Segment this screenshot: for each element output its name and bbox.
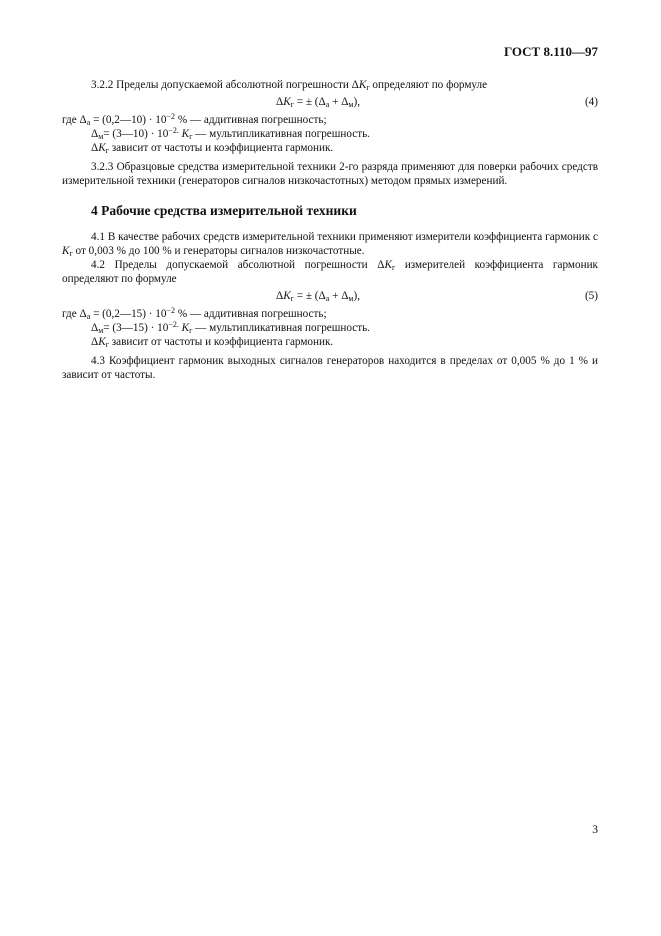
document-page [62, 0, 598, 936]
section-4-title: 4 Рабочие средства измерительной техники [91, 203, 357, 218]
definition-additive: где $\Delta_а$ = (0,2—15) · $10^{-2}$ % — аддитивная погрешность; [62, 306, 327, 321]
document-body [62, 78, 598, 382]
definition-multiplicative: $\Delta_м=$ (3—10) · $10^{-2.}$ $K_г$ — мультипликативная погрешность. [91, 126, 370, 141]
paragraph-4-3: 4.3 Коэффициент гармоник выходных сигналов генераторов находится в пределах от 0,005 % до 1 % и зависит от частоты. [62, 355, 598, 381]
paragraph-4-2: 4.2 Пределы допускаемой абсолютной погрешности $\Delta K_г$ измерителей коэффициента гармоник определяют по формуле [62, 259, 598, 285]
definition-note: $\Delta K_г$ зависит от частоты и коэффициента гармоник. [91, 336, 334, 349]
paragraph-3-2-3: 3.2.3 Образцовые средства измерительной техники 2-го разряда применяют для поверки рабочих средств измерительной техники (генераторов сигналов низкочастотных) методом прямых измерений. [62, 161, 598, 187]
definition-note: $\Delta K_г$ зависит от частоты и коэффициента гармоник. [91, 142, 334, 155]
equation-number: (5) [584, 290, 598, 302]
document-id: ГОСТ 8.110—97 [503, 44, 598, 59]
formula-4: $\Delta K_г$ = ± $(\Delta_а + \Delta_м)$, (4) [276, 96, 598, 109]
paragraph-4-1: 4.1 В качестве рабочих средств измерительной техники применяют измерители коэффициента гармоник с $K_г$ от 0,003 % до 100 % и генераторы сигналов низкочастотные. [62, 231, 598, 258]
formula-5: $\Delta K_г$ = ± $(\Delta_а + \Delta_м)$, (5) [276, 290, 598, 303]
equation-number: (4) [584, 96, 598, 108]
definition-additive: где $\Delta_а$ = (0,2—10) · $10^{-2}$ % — аддитивная погрешность; [62, 112, 327, 127]
paragraph-3-2-2: 3.2.2 Пределы допускаемой абсолютной погрешности $\Delta K_г$ определяют по формуле [91, 79, 488, 92]
definition-multiplicative: $\Delta_м=$ (3—15) · $10^{-2.}$ $K_г$ — мультипликативная погрешность. [91, 320, 370, 335]
page-number: 3 [592, 824, 598, 836]
